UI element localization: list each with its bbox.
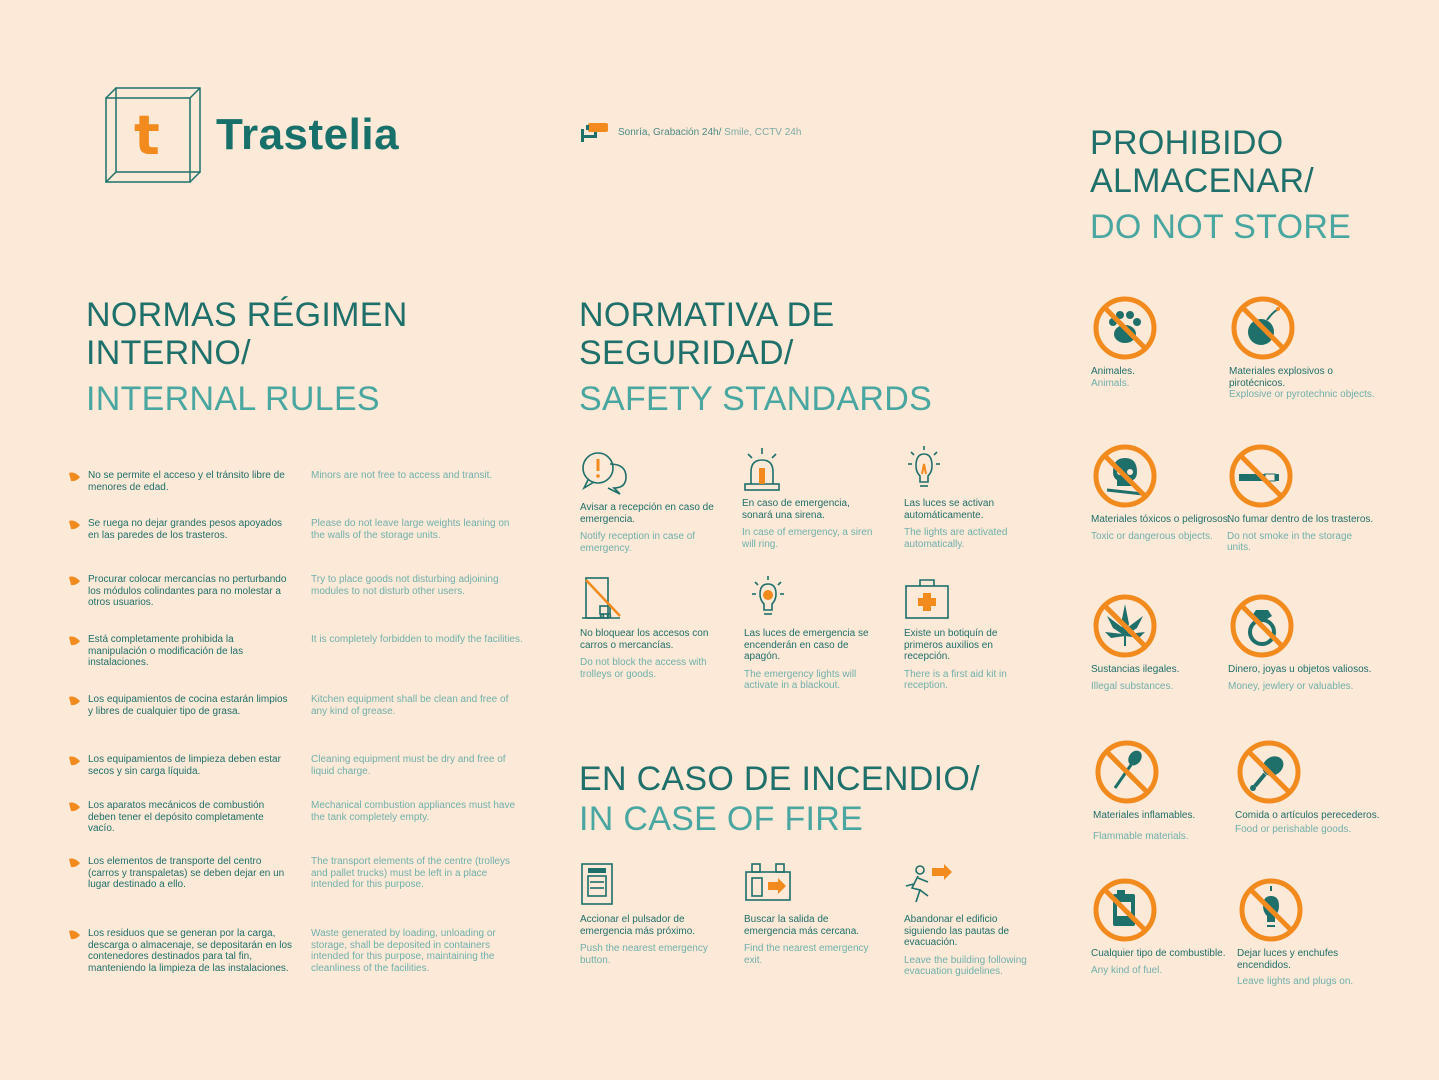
running-person-icon: [904, 862, 954, 908]
cctv-notice: [580, 121, 801, 143]
rule-es: Los aparatos mecánicos de combustión deben tener el depósito completamente vacío.: [88, 800, 265, 834]
rule-es: Los equipamientos de cocina estarán limpios y libres de cualquier tipo de grasa.: [88, 694, 288, 717]
prohibited-heading-en: DO NOT STORE: [1090, 208, 1352, 246]
prohibited-item: [1227, 442, 1377, 554]
safety-item: [580, 450, 715, 554]
lightbulb-icon: [904, 446, 954, 492]
prohibited-text-es: Materiales explosivos o pirotécnicos.: [1229, 366, 1333, 389]
prohibited-item: [1091, 876, 1241, 976]
safety-item: [904, 576, 1039, 692]
internal-heading-es-2: INTERNO/: [86, 334, 251, 372]
prohibited-heading-es-1: PROHIBIDO: [1090, 124, 1284, 162]
safety-text-en: The emergency lights will activate in a blackout.: [744, 668, 857, 691]
list-item: [68, 928, 528, 974]
prohibited-item: [1228, 592, 1378, 692]
prohibited-text-es: Sustancias ilegales.: [1091, 664, 1180, 675]
bullet-icon: [68, 575, 82, 587]
list-item: [68, 694, 528, 717]
bullet-icon: [68, 801, 82, 813]
list-item: [68, 574, 528, 609]
rule-en: Cleaning equipment must be dry and free of liquid charge.: [311, 754, 506, 777]
prohibited-text-en: Explosive or pyrotechnic objects.: [1229, 389, 1375, 400]
prohibited-heading: [1090, 124, 1351, 246]
safety-item: [580, 576, 715, 680]
blocked-door-icon: [580, 576, 630, 622]
prohibited-item: [1237, 876, 1387, 988]
safety-text-en: There is a first aid kit in reception.: [904, 668, 1007, 691]
bullet-icon: [68, 471, 82, 483]
prohibited-text-es: No fumar dentro de los trasteros.: [1227, 514, 1374, 525]
list-item: [68, 800, 528, 835]
fire-text-en: Push the nearest emergency button.: [580, 943, 708, 966]
safety-text-en: Do not block the access with trolleys or goods.: [580, 657, 707, 680]
rule-en: Mechanical combustion appliances must have the tank completely empty.: [311, 800, 515, 823]
fuel-can-icon: [1091, 876, 1159, 944]
safety-heading: [579, 296, 932, 418]
rule-en: Minors are not free to access and transit.: [311, 470, 493, 481]
list-item: [68, 754, 528, 777]
fire-heading-es: EN CASO DE INCENDIO/: [579, 760, 980, 798]
safety-heading-es-1: NORMATIVA DE: [579, 296, 835, 334]
prohibited-text-en: Flammable materials.: [1093, 830, 1189, 842]
bullet-icon: [68, 755, 82, 767]
prohibited-item: [1229, 294, 1379, 401]
ring-icon: [1228, 592, 1296, 660]
prohibited-item: [1091, 592, 1241, 692]
safety-text-es: No bloquear los accesos con carros o mercancías.: [580, 628, 709, 651]
safety-text-es: Las luces de emergencia se encenderán en caso de apagón.: [744, 628, 869, 662]
safety-text-es: En caso de emergencia, sonará una sirena.: [742, 498, 850, 521]
internal-rules-heading: [86, 296, 408, 418]
safety-text-en: In case of emergency, a siren will ring.: [742, 527, 873, 550]
first-aid-kit-icon: [904, 576, 954, 622]
prohibited-text-en: Money, jewlery or valuables.: [1228, 680, 1354, 692]
skull-icon: [1091, 442, 1159, 510]
prohibited-item: [1091, 442, 1241, 542]
fire-heading-en: IN CASE OF FIRE: [579, 800, 864, 838]
rule-es: Está completamente prohibida la manipulación o modificación de las instalaciones.: [88, 634, 244, 668]
safety-item: [744, 576, 879, 692]
fire-text-es: Abandonar el edificio siguiendo las pautas de evacuación.: [904, 914, 1010, 948]
safety-item: [904, 446, 1039, 550]
safety-heading-en: SAFETY STANDARDS: [579, 380, 933, 418]
match-icon: [1093, 738, 1161, 806]
internal-heading-en: INTERNAL RULES: [86, 380, 380, 418]
fire-alarm-button-icon: [580, 862, 630, 908]
rule-es: Los residuos que se generan por la carga, descarga o almacenaje, se depositarán en los contenedores destinados para tal fin, manteniendo la limpieza de las instalaciones.: [88, 928, 293, 974]
emergency-exit-icon: [744, 862, 794, 908]
prohibited-text-en: Animals.: [1091, 377, 1130, 389]
chicken-leg-icon: [1235, 738, 1303, 806]
cannabis-leaf-icon: [1091, 592, 1159, 660]
prohibited-text-en: Food or perishable goods.: [1235, 823, 1352, 835]
rule-es: Los elementos de transporte del centro (carros y transpaletas) se deben dejar en un lugar destinado a ello.: [88, 856, 285, 890]
bullet-icon: [68, 695, 82, 707]
prohibited-item: [1235, 738, 1385, 835]
list-item: [68, 470, 528, 493]
rule-es: No se permite el acceso y el tránsito libre de menores de edad.: [88, 470, 285, 493]
fire-text-es: Accionar el pulsador de emergencia más próximo.: [580, 914, 696, 937]
rule-en: Try to place goods not disturbing adjoining modules to not disturb other users.: [311, 574, 499, 597]
list-item: [68, 634, 528, 669]
prohibited-item: [1093, 738, 1243, 842]
safety-text-es: Las luces se activan automáticamente.: [904, 498, 995, 521]
prohibited-item: [1091, 294, 1241, 389]
list-item: [68, 856, 528, 891]
cigarette-icon: [1227, 442, 1295, 510]
prohibited-text-es: Cualquier tipo de combustible.: [1091, 948, 1226, 959]
trastelia-logo-cube: [104, 86, 202, 184]
logo-letter: t: [134, 104, 160, 167]
cctv-text-es: Sonría, Grabación 24h/: [618, 126, 722, 138]
paw-icon: [1091, 294, 1159, 362]
fire-item: [580, 862, 715, 966]
fire-text-en: Leave the building following evacuation guidelines.: [904, 954, 1027, 977]
bullet-icon: [68, 519, 82, 531]
fire-heading: [579, 760, 980, 838]
cctv-text-en: Smile, CCTV 24h: [721, 126, 802, 138]
rule-en: Kitchen equipment shall be clean and free of any kind of grease.: [311, 694, 509, 717]
prohibited-text-es: Materiales tóxicos o peligrosos.: [1091, 514, 1231, 525]
fire-item: [904, 862, 1039, 978]
rule-en: It is completely forbidden to modify the facilities.: [311, 634, 523, 645]
bullet-icon: [68, 929, 82, 941]
siren-icon: [742, 446, 792, 492]
emergency-light-icon: [744, 576, 794, 622]
cctv-camera-icon: [580, 121, 610, 143]
safety-text-en: The lights are activated automatically.: [904, 527, 1008, 550]
list-item: [68, 518, 528, 541]
fire-item: [744, 862, 879, 966]
fire-text-es: Buscar la salida de emergencia más cercana.: [744, 914, 860, 937]
plug-bulb-icon: [1237, 876, 1305, 944]
prohibited-text-es: Dinero, joyas u objetos valiosos.: [1228, 664, 1372, 675]
prohibited-text-es: Animales.: [1091, 366, 1135, 377]
rule-en: Waste generated by loading, unloading or storage, shall be deposited in containers intended for this purpose, maintaining the cleanliness of the facilities.: [311, 928, 496, 974]
prohibited-text-en: Illegal substances.: [1091, 680, 1174, 692]
rule-es: Los equipamientos de limpieza deben estar secos y sin carga líquida.: [88, 754, 281, 777]
brand-name: Trastelia: [216, 110, 400, 159]
prohibited-text-en: Leave lights and plugs on.: [1237, 976, 1354, 987]
prohibited-text-en: Any kind of fuel.: [1091, 964, 1163, 976]
prohibited-text-es: Comida o artículos perecederos.: [1235, 810, 1380, 821]
prohibited-text-en: Do not smoke in the storage units.: [1227, 530, 1353, 553]
rule-en: Please do not leave large weights leaning on the walls of the storage units.: [311, 518, 510, 541]
safety-text-es: Existe un botiquín de primeros auxilios en recepción.: [904, 628, 998, 662]
fire-text-en: Find the nearest emergency exit.: [744, 943, 869, 966]
safety-heading-es-2: SEGURIDAD/: [579, 334, 794, 372]
bullet-icon: [68, 635, 82, 647]
prohibited-text-es: Materiales inflamables.: [1093, 810, 1196, 821]
rule-es: Se ruega no dejar grandes pesos apoyados en las paredes de los trasteros.: [88, 518, 283, 541]
bomb-icon: [1229, 294, 1297, 362]
prohibited-text-es: Dejar luces y enchufes encendidos.: [1237, 948, 1339, 971]
prohibited-heading-es-2: ALMACENAR/: [1090, 162, 1315, 200]
prohibited-text-en: Toxic or dangerous objects.: [1091, 530, 1213, 542]
safety-text-en: Notify reception in case of emergency.: [580, 531, 696, 554]
speech-bubble-alert-icon: [580, 450, 630, 496]
safety-item: [742, 446, 877, 550]
internal-heading-es-1: NORMAS RÉGIMEN: [86, 296, 408, 334]
rule-en: The transport elements of the centre (trolleys and pallet trucks) must be left in a place intended for this purpose.: [311, 856, 510, 890]
rule-es: Procurar colocar mercancías no perturbando los módulos colindantes para no molestar a otros usuarios.: [88, 574, 287, 608]
bullet-icon: [68, 857, 82, 869]
safety-text-es: Avisar a recepción en caso de emergencia.: [580, 502, 714, 525]
